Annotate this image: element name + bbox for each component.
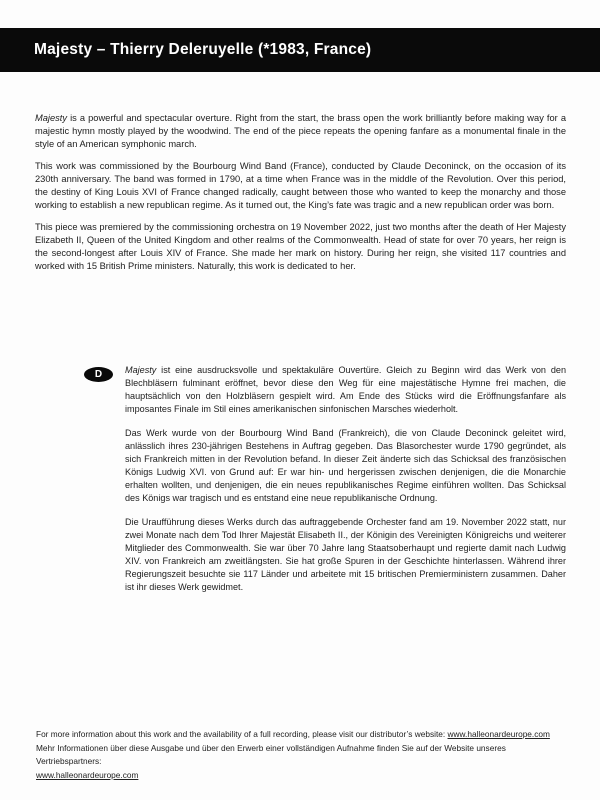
paragraph-text: Das Werk wurde von der Bourbourg Wind Band (Frankreich), die von Claude Deconinck geleitet wird, anlässlich ihres 230-jährigen Bestehens in Auftrag gegeben. Das Blasorchester wurde 1790 gegründet, als sich Frankreich mitten in der Revolution befand. In dieser Zeit änderte sich das Schicksal des französischen Königs Ludwig XVI. von Grund auf: Er war hin- und hergerissen zwischen denjenigen, die die Monarchie erhalten wollten, und denjenigen, die ein neues republikanisches Regime einführen wollten. Das Schicksal des Königs war tragisch und es entstand eine neue republikanische Ordnung. <box>125 428 566 503</box>
program-note-paragraph-de <box>125 364 566 416</box>
footer-line-de-link <box>36 769 570 783</box>
program-note-paragraph-en <box>35 112 566 151</box>
paragraph-text: This piece was premiered by the commissioning orchestra on 19 November 2022, just two months after the death of Her Majesty Elizabeth II, Queen of the United Kingdom and other realms of the Commonwealth. Head of state for over 70 years, her reign is the second-longest after Louis XIV of France. She made her mark on history. During her reign, she visited 117 countries and worked with 15 British Prime ministers. Naturally, this work is dedicated to her. <box>35 222 566 271</box>
program-note-paragraph-de <box>125 427 566 505</box>
title-banner <box>0 28 600 72</box>
work-title-italic: Majesty <box>125 365 157 375</box>
distributor-link-de[interactable]: www.halleonardeurope.com <box>36 769 139 780</box>
program-note-paragraph-de <box>125 516 566 594</box>
german-language-badge: D <box>84 367 113 382</box>
english-program-note <box>35 112 566 282</box>
paragraph-text: ist eine ausdrucksvolle und spektakuläre Ouvertüre. Gleich zu Beginn wird das Werk von den Blechbläsern fulminant eröffnet, bevor diese den Weg für eine majestätische Hymne frei machen, die hauptsächlich von den Holzbläsern gespielt wird. Am Ende des Stücks wird die Eröffnungsfanfare als imposantes Finale im Stil eines amerikanischen sinfonischen Marsches wiederholt. <box>125 365 566 414</box>
distributor-footer <box>36 728 570 782</box>
footer-line-en <box>36 728 570 742</box>
german-program-note <box>125 364 566 605</box>
german-program-note-row <box>84 364 566 605</box>
footer-line-de <box>36 742 570 769</box>
paragraph-text: is a powerful and spectacular overture. Right from the start, the brass open the work brilliantly before making way for a majestic hymn mostly played by the woodwind. The end of the piece repeats the opening fanfare as a monumental finale in the style of an American symphonic march. <box>35 113 566 149</box>
footer-text-de: Mehr Informationen über diese Ausgabe und über den Erwerb einer vollständigen Aufnahme finden Sie auf der Website unseres Vertriebspartners: <box>36 742 506 767</box>
distributor-link-en[interactable]: www.halleonardeurope.com <box>447 729 550 739</box>
paragraph-text: This work was commissioned by the Bourbourg Wind Band (France), conducted by Claude Deconinck, on the occasion of its 230th anniversary. The band was formed in 1790, at a time when France was in the middle of the Revolution. Over this period, the destiny of King Louis XVI of France changed radically, caught between those who wanted to keep the monarchy and those working to establish a new republican regime. As it turned out, the King’s fate was tragic and a new republican order was born. <box>35 161 566 210</box>
program-note-paragraph-en <box>35 160 566 212</box>
page-title: Majesty – Thierry Deleruyelle (*1983, France) <box>34 41 372 58</box>
program-note-paragraph-en <box>35 221 566 273</box>
work-title-italic: Majesty <box>35 113 68 123</box>
paragraph-text: Die Uraufführung dieses Werks durch das auftraggebende Orchester fand am 19. November 2022 statt, nur zwei Monate nach dem Tod Ihrer Majestät Elisabeth II., der Königin des Vereinigten Königreichs und weiterer Mitglieder des Commonwealth. Sie war über 70 Jahre lang Staatsoberhaupt und regierte damit nach Ludwig XIV. von Frankreich am zweitlängsten. Sie hat große Spuren in der Geschichte hinterlassen. Während ihrer Regierungszeit besuchte sie 117 Länder und arbeitete mit 15 britischen Premierministern zusammen. Daher ist ihr dieses Werk gewidmet. <box>125 517 566 592</box>
footer-text-en: For more information about this work and the availability of a full recording, please visit our distributor’s website: <box>36 729 448 739</box>
